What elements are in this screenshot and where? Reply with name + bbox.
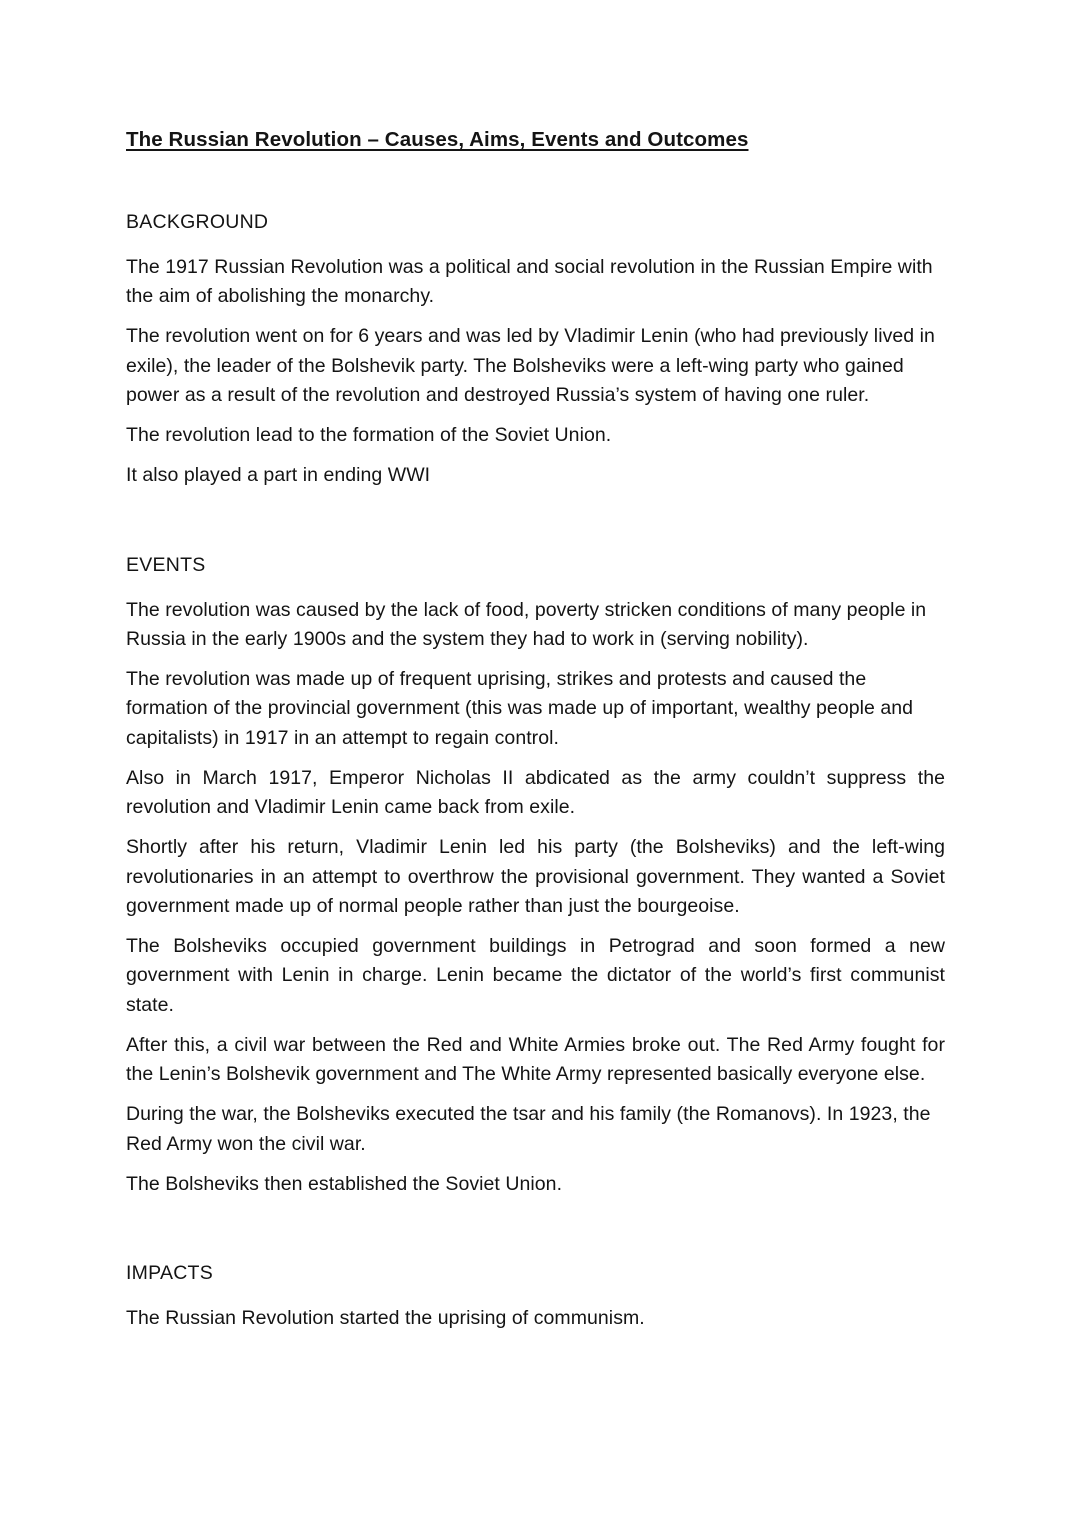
paragraph-background-2: The revolution went on for 6 years and was led by Vladimir Lenin (who had previously lived in exile), the leader of the Bolshevik party. The Bolsheviks were a left-wing party who gained power as a result of the revolution and destroyed Russia’s system of having one ruler. — [126, 325, 935, 406]
paragraph-gap — [126, 921, 945, 932]
page-title: The Russian Revolution – Causes, Aims, Events and Outcomes — [126, 128, 749, 151]
paragraph-events-8: The Bolsheviks then established the Soviet Union. — [126, 1172, 563, 1195]
heading-gap — [126, 236, 945, 253]
paragraph-events-1: The revolution was caused by the lack of food, poverty stricken conditions of many people in Russia in the early 1900s and the system they had to work in (serving nobility). — [126, 598, 927, 650]
paragraph-gap — [126, 311, 945, 322]
section-heading-events: EVENTS — [126, 553, 206, 576]
paragraph-events-5: The Bolsheviks occupied government buildings in Petrograd and soon formed a new government with Lenin in charge. Lenin became the dictator of the world’s first communist state. — [126, 935, 945, 1016]
paragraph-background-4: It also played a part in ending WWI — [126, 464, 431, 487]
paragraph-events-6: After this, a civil war between the Red and White Armies broke out. The Red Army fought for the Lenin’s Bolshevik government and The White Army represented basically everyone else. — [126, 1033, 945, 1086]
paragraph-background-1: The 1917 Russian Revolution was a political and social revolution in the Russian Empire with the aim of abolishing the monarchy. — [126, 255, 933, 308]
paragraph-gap — [126, 753, 945, 764]
paragraph-gap — [126, 822, 945, 833]
section-heading-background: BACKGROUND — [126, 211, 269, 234]
title-spacer — [126, 153, 945, 209]
paragraph-gap — [126, 1159, 945, 1170]
paragraph-impacts-1: The Russian Revolution started the uprising of communism. — [126, 1307, 645, 1330]
heading-gap — [126, 579, 945, 596]
section-heading-impacts: IMPACTS — [126, 1262, 213, 1285]
paragraph-gap — [126, 450, 945, 461]
section-gap — [126, 1199, 945, 1260]
paragraph-events-3: Also in March 1917, Emperor Nicholas II abdicated as the army couldn’t suppress the revolution and Vladimir Lenin came back from exile. — [126, 766, 945, 819]
paragraph-gap — [126, 1089, 945, 1100]
paragraph-background-3: The revolution lead to the formation of the Soviet Union. — [126, 424, 612, 447]
heading-gap — [126, 1287, 945, 1304]
paragraph-gap — [126, 654, 945, 665]
paragraph-events-7: During the war, the Bolsheviks executed the tsar and his family (the Romanovs). In 1923, the Red Army won the civil war. — [126, 1103, 931, 1155]
paragraph-events-4: Shortly after his return, Vladimir Lenin led his party (the Bolsheviks) and the left-wing revolutionaries in an attempt to overthrow the provisional government. They wanted a Soviet government made up of normal people rather than just the bourgeoise. — [126, 836, 945, 917]
paragraph-gap — [126, 1020, 945, 1031]
paragraph-gap — [126, 410, 945, 421]
paragraph-events-2: The revolution was made up of frequent uprising, strikes and protests and caused the formation of the provincial government (this was made up of important, wealthy people and capitalists) in 1917 in an attempt to regain control. — [126, 668, 914, 749]
section-gap — [126, 491, 945, 552]
